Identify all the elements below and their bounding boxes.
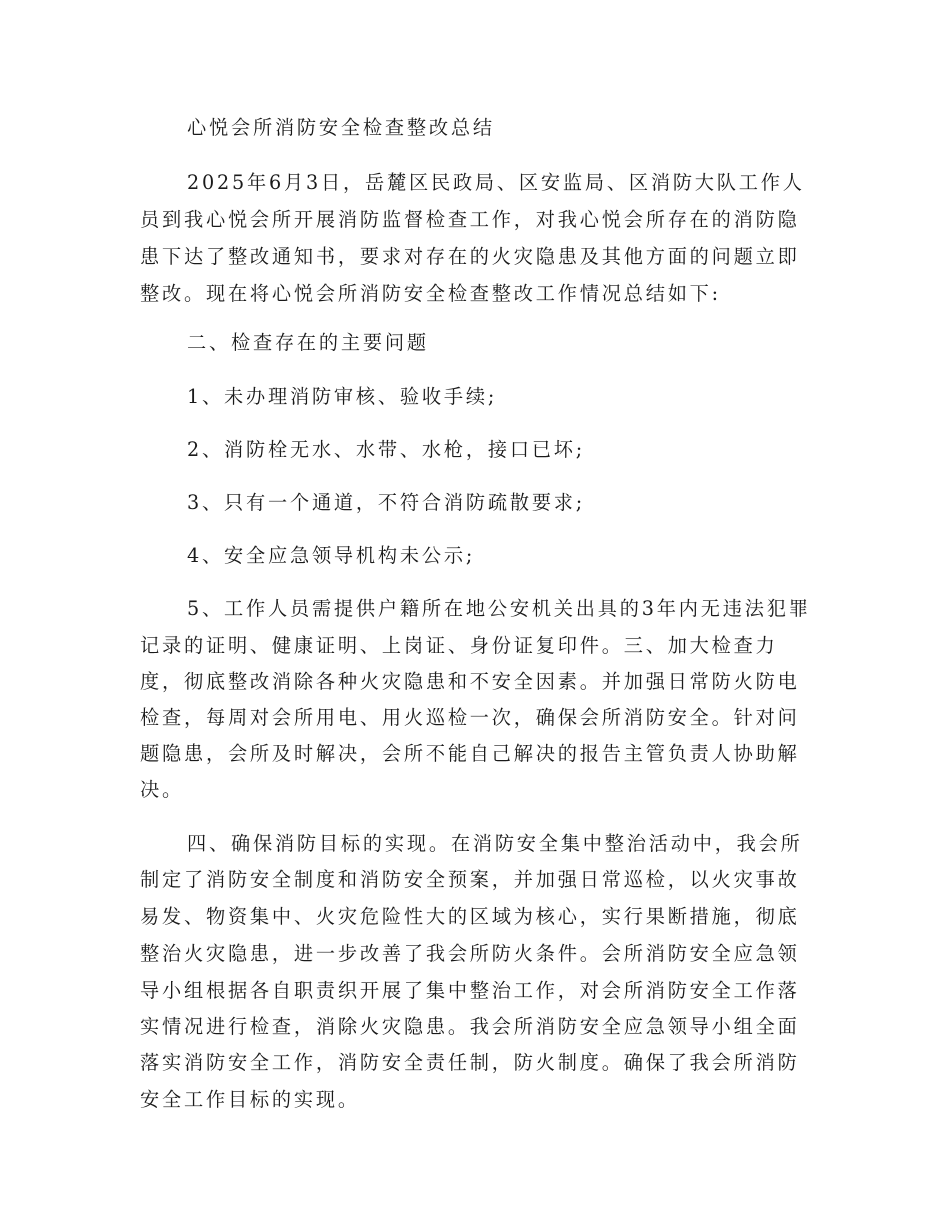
paragraph-line: 患下达了整改通知书，要求对存在的火灾隐患及其他方面的问题立即 <box>140 245 800 268</box>
paragraph-line: 四、确保消防目标的实现。在消防安全集中整治活动中，我会所 <box>187 832 803 855</box>
paragraph-line: 员到我心悦会所开展消防监督检查工作，对我心悦会所存在的消防隐 <box>140 208 800 231</box>
paragraph-line: 5、工作人员需提供户籍所在地公安机关出具的3年内无违法犯罪 <box>187 597 811 620</box>
list-item: 3、只有一个通道，不符合消防疏散要求; <box>187 491 586 514</box>
document-title: 心悦会所消防安全检查整改总结 <box>187 116 495 139</box>
list-item: 2、消防栓无水、水带、水枪，接口已坏; <box>187 438 586 461</box>
paragraph-line: 安全工作目标的实现。 <box>140 1088 360 1111</box>
list-item: 1、未办理消防审核、验收手续; <box>187 385 498 408</box>
paragraph-line: 实情况进行检查，消除火灾隐患。我会所消防安全应急领导小组全面 <box>140 1015 800 1038</box>
paragraph-line: 度，彻底整改消除各种火灾隐患和不安全因素。并加强日常防火防电 <box>140 670 800 693</box>
paragraph-line: 决。 <box>140 778 184 801</box>
paragraph-line: 题隐患，会所及时解决，会所不能自己解决的报告主管负责人协助解 <box>140 742 800 765</box>
paragraph-line: 制定了消防安全制度和消防安全预案，并加强日常巡检，以火灾事故 <box>140 868 800 891</box>
paragraph-line: 落实消防安全工作，消防安全责任制，防火制度。确保了我会所消防 <box>140 1051 800 1074</box>
paragraph-line: 检查，每周对会所用电、用火巡检一次，确保会所消防安全。针对问 <box>140 706 800 729</box>
paragraph-line: 2025年6月3日，岳麓区民政局、区安监局、区消防大队工作人 <box>187 171 805 194</box>
paragraph-line: 导小组根据各自职责织开展了集中整治工作，对会所消防安全工作落 <box>140 979 800 1002</box>
paragraph-line: 易发、物资集中、火灾危险性大的区域为核心，实行果断措施，彻底 <box>140 905 800 928</box>
list-item: 4、安全应急领导机构未公示; <box>187 544 476 567</box>
section-heading: 二、检查存在的主要问题 <box>187 331 429 354</box>
paragraph-line: 整改。现在将心悦会所消防安全检查整改工作情况总结如下: <box>140 282 721 305</box>
paragraph-line: 记录的证明、健康证明、上岗证、身份证复印件。三、加大检查力 <box>140 634 778 657</box>
paragraph-line: 整治火灾隐患，进一步改善了我会所防火条件。会所消防安全应急领 <box>140 942 800 965</box>
